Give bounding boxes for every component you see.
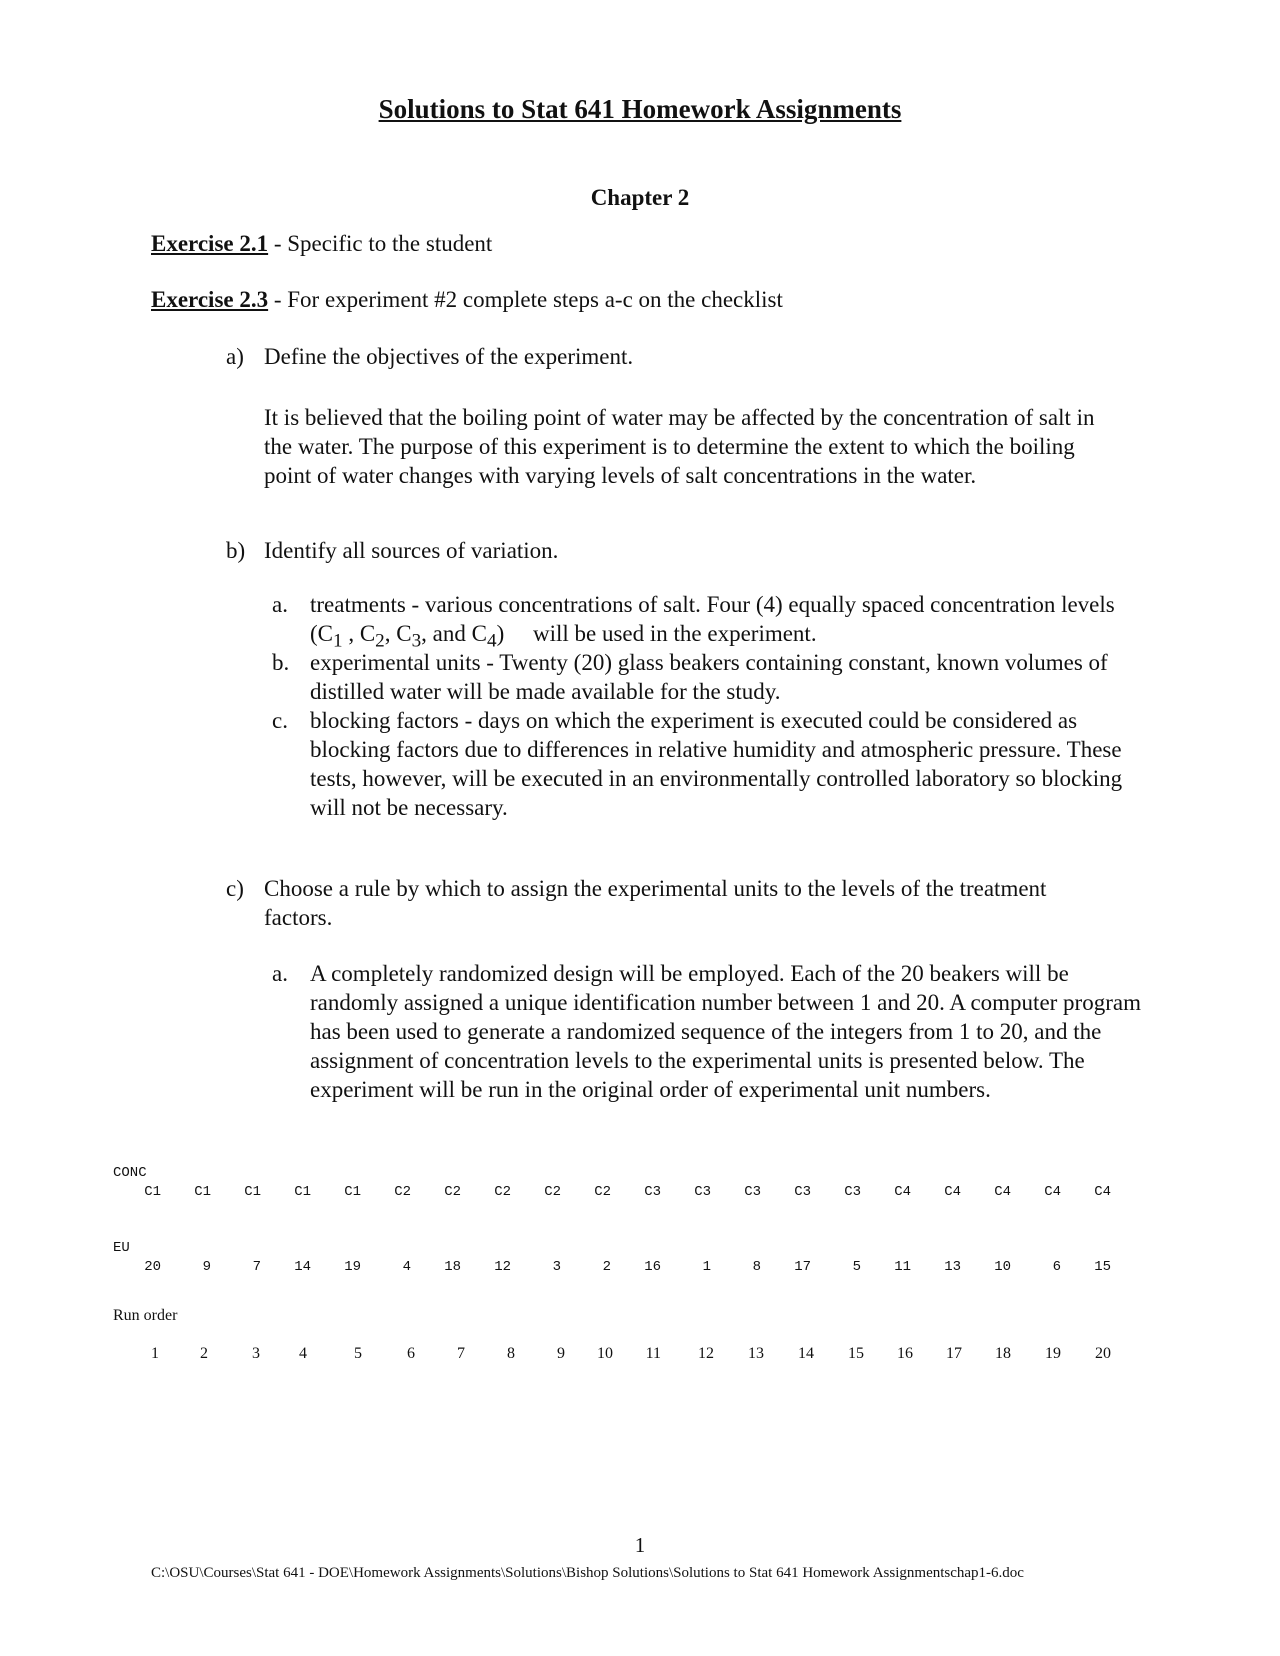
run-order-cell: 14 bbox=[798, 1345, 814, 1362]
run-order-cell: 19 bbox=[1045, 1345, 1061, 1362]
conc-cell: C2 bbox=[394, 1184, 411, 1200]
eu-cell: 16 bbox=[644, 1259, 661, 1275]
eu-cell: 9 bbox=[202, 1259, 211, 1275]
conc-cell: C4 bbox=[1094, 1184, 1111, 1200]
run-order-cell: 3 bbox=[252, 1345, 260, 1362]
eu-cell: 14 bbox=[294, 1259, 311, 1275]
exercise-2-3 bbox=[151, 287, 783, 313]
eu-cell: 4 bbox=[402, 1259, 411, 1275]
exercise-label: Exercise 2.3 bbox=[151, 287, 269, 312]
run-order-cell: 10 bbox=[597, 1345, 613, 1362]
conc-label: CONC bbox=[113, 1165, 147, 1181]
eu-cell: 11 bbox=[894, 1259, 911, 1275]
step-a bbox=[226, 342, 1126, 372]
eu-cell: 15 bbox=[1094, 1259, 1111, 1275]
conc-cell: C1 bbox=[244, 1184, 261, 1200]
step-marker: a) bbox=[226, 344, 244, 369]
step-b bbox=[226, 536, 1126, 566]
list-marker: a. bbox=[272, 592, 288, 617]
treatments-text: treatments - various concentrations of salt. Four (4) equally spaced concentration levels (C bbox=[310, 592, 1115, 646]
conc-cell: C2 bbox=[494, 1184, 511, 1200]
list-marker: a. bbox=[272, 961, 288, 986]
conc-cell: C1 bbox=[144, 1184, 161, 1200]
conc-cell: C2 bbox=[444, 1184, 461, 1200]
run-order-cell: 7 bbox=[457, 1345, 465, 1362]
eu-cell: 13 bbox=[944, 1259, 961, 1275]
conc-cell: C1 bbox=[294, 1184, 311, 1200]
conc-cell: C1 bbox=[194, 1184, 211, 1200]
eu-cell: 6 bbox=[1052, 1259, 1061, 1275]
conc-cell: C1 bbox=[344, 1184, 361, 1200]
eu-cell: 8 bbox=[752, 1259, 761, 1275]
document-title: Solutions to Stat 641 Homework Assignments bbox=[378, 94, 902, 124]
conc-cell: C2 bbox=[544, 1184, 561, 1200]
list-item-design bbox=[272, 959, 1152, 1133]
step-c bbox=[226, 874, 1126, 934]
run-order-cell: 18 bbox=[995, 1345, 1011, 1362]
run-order-row bbox=[0, 1345, 1280, 1367]
chapter-heading bbox=[0, 185, 1280, 211]
conc-cell: C3 bbox=[694, 1184, 711, 1200]
list-item-treatments bbox=[272, 590, 1152, 652]
conc-cell: C3 bbox=[744, 1184, 761, 1200]
eu-row bbox=[0, 1259, 1280, 1279]
conc-row bbox=[0, 1184, 1280, 1204]
list-item-text: experimental units - Twenty (20) glass beakers containing constant, known volumes of distilled water will be made available for the study. bbox=[310, 650, 1108, 704]
page-number: 1 bbox=[634, 1533, 646, 1557]
list-marker: b. bbox=[272, 650, 290, 675]
list-item-experimental-units bbox=[272, 648, 1152, 706]
exercise-text: - Specific to the student bbox=[268, 231, 493, 256]
eu-cell: 10 bbox=[994, 1259, 1011, 1275]
footer-file-path: C:\OSU\Courses\Stat 641 - DOE\Homework Assignments\Solutions\Bishop Solutions\Solutions to Stat 641 Homework Assignmentschap1-6.doc bbox=[151, 1565, 1024, 1581]
conc-cell: C4 bbox=[994, 1184, 1011, 1200]
run-order-cell: 5 bbox=[354, 1345, 362, 1362]
run-order-cell: 8 bbox=[507, 1345, 515, 1362]
step-heading: Define the objectives of the experiment. bbox=[264, 344, 634, 369]
conc-cell: C4 bbox=[894, 1184, 911, 1200]
exercise-2-1 bbox=[151, 231, 492, 257]
chapter-heading-text: Chapter 2 bbox=[590, 185, 690, 210]
conc-cell: C4 bbox=[944, 1184, 961, 1200]
conc-cell: C3 bbox=[844, 1184, 861, 1200]
run-order-cell: 16 bbox=[897, 1345, 913, 1362]
eu-cell: 17 bbox=[794, 1259, 811, 1275]
run-order-cell: 9 bbox=[557, 1345, 565, 1362]
run-order-cell: 15 bbox=[848, 1345, 864, 1362]
treatments-text-end: will be used in the experiment. bbox=[527, 621, 817, 646]
exercise-text: - For experiment #2 complete steps a-c on the checklist bbox=[268, 287, 783, 312]
eu-cell: 3 bbox=[552, 1259, 561, 1275]
eu-cell: 18 bbox=[444, 1259, 461, 1275]
conc-cell: C3 bbox=[644, 1184, 661, 1200]
eu-cell: 12 bbox=[494, 1259, 511, 1275]
step-marker: b) bbox=[226, 538, 246, 563]
eu-cell: 1 bbox=[702, 1259, 711, 1275]
run-order-cell: 2 bbox=[200, 1345, 208, 1362]
list-item-text: A completely randomized design will be employed. Each of the 20 beakers will be randomly assigned a unique identification number between 1 and 20. A computer program has been used to generate a randomized sequence of the integers from 1 to 20, and the assignment of concentration levels to the experimental units is presented below. The experiment will be run in the original order of experimental unit numbers. bbox=[310, 961, 1141, 1102]
eu-label: EU bbox=[113, 1240, 130, 1256]
step-heading: Choose a rule by which to assign the experimental units to the levels of the treatment factors. bbox=[264, 876, 1047, 930]
list-item-text: treatments - various concentrations of salt. Four (4) equally spaced concentration levels ($C_1$ , $C_2$, $C_3$, and $C_4$) will be used in the experiment. bbox=[310, 592, 1115, 652]
run-order-cell: 12 bbox=[698, 1345, 714, 1362]
step-heading: Identify all sources of variation. bbox=[264, 538, 559, 563]
run-order-cell: 13 bbox=[748, 1345, 764, 1362]
run-order-cell: 6 bbox=[407, 1345, 415, 1362]
step-marker: c) bbox=[226, 876, 244, 901]
eu-cell: 5 bbox=[852, 1259, 861, 1275]
eu-cell: 20 bbox=[144, 1259, 161, 1275]
run-order-label: Run order bbox=[113, 1307, 178, 1324]
list-item-text: blocking factors - days on which the experiment is executed could be considered as blocking factors due to differences in relative humidity and atmospheric pressure. These tests, however, will be executed in an environmentally controlled laboratory so blocking will not be necessary. bbox=[310, 708, 1123, 820]
conc-cell: C4 bbox=[1044, 1184, 1061, 1200]
run-order-cell: 17 bbox=[946, 1345, 962, 1362]
run-order-cell: 4 bbox=[299, 1345, 307, 1362]
run-order-cell: 11 bbox=[645, 1345, 661, 1362]
eu-cell: 2 bbox=[602, 1259, 611, 1275]
run-order-cell: 1 bbox=[151, 1345, 159, 1362]
list-marker: c. bbox=[272, 708, 288, 733]
eu-cell: 19 bbox=[344, 1259, 361, 1275]
conc-cell: C3 bbox=[794, 1184, 811, 1200]
run-order-cell: 20 bbox=[1095, 1345, 1111, 1362]
exercise-label: Exercise 2.1 bbox=[151, 231, 269, 256]
conc-cell: C2 bbox=[594, 1184, 611, 1200]
list-item-blocking-factors bbox=[272, 706, 1152, 822]
objectives-paragraph: It is believed that the boiling point of water may be affected by the concentration of salt in the water. The purpose of this experiment is to determine the extent to which the boiling point of water changes with varying levels of salt concentrations in the water. bbox=[264, 405, 1095, 488]
eu-cell: 7 bbox=[252, 1259, 261, 1275]
